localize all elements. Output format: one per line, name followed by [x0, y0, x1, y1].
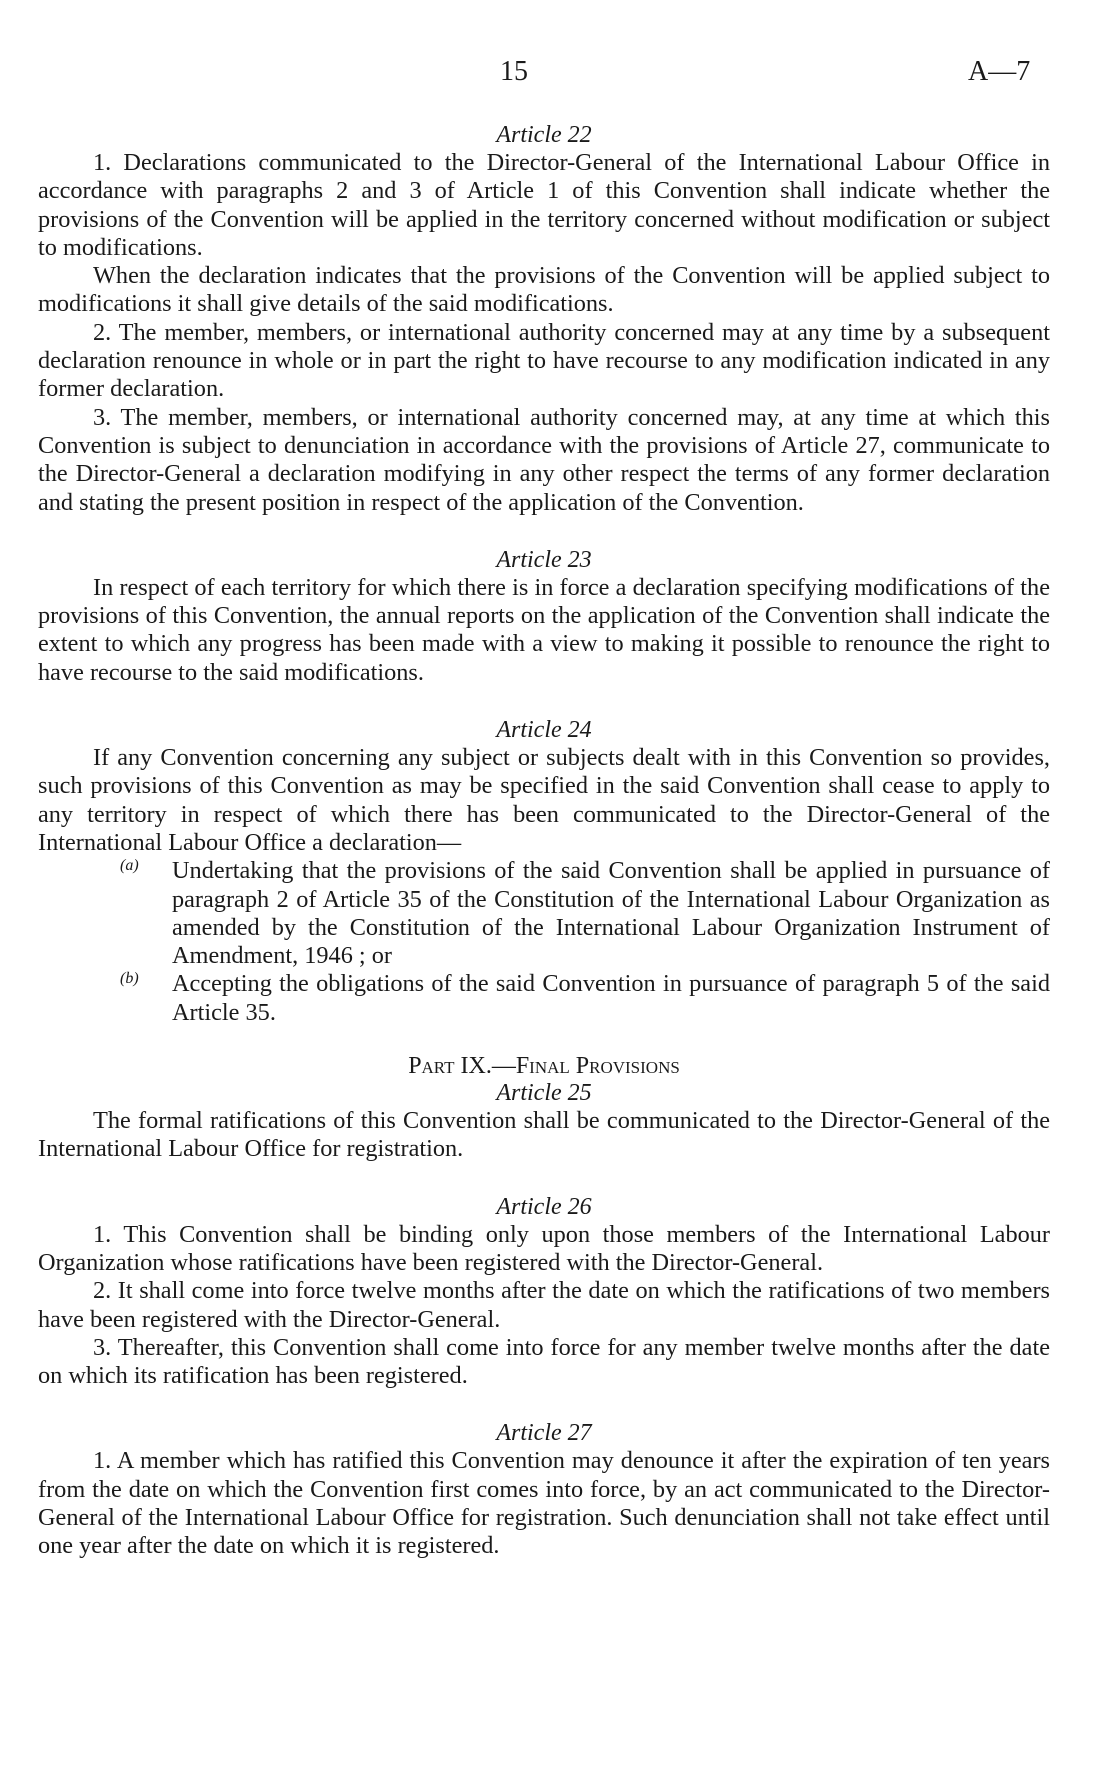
article-22-para-2: When the declaration indicates that the provisions of the Convention will be applied subject to modifications it shall give details of the said modifications.: [38, 262, 1050, 318]
article-23-heading: Article 23: [496, 546, 592, 573]
page-number: 15: [500, 56, 528, 87]
part-9-heading: Part IX.—Final Provisions: [408, 1053, 680, 1080]
article-22-para-4: 3. The member, members, or international authority concerned may, at any time at which this Convention is subject to denunciation in accordance with the provisions of Article 27, communicate to the Director-General a declaration modifying in any other respect the terms of any former declaration and stating the present position in respect of the application of the Convention.: [38, 403, 1050, 516]
document-body: [38, 50, 1050, 1561]
article-27-para-1: 1. A member which has ratified this Convention may denounce it after the expiration of ten years from the date on which the Convention first comes into force, by an act communicated to the Director-General of the International Labour Office for registration. Such denunciation shall not take effect until one year after the date on which it is registered.: [38, 1447, 1050, 1560]
article-24-heading: Article 24: [496, 717, 592, 744]
item-a-label: (a): [120, 857, 139, 875]
page-reference: A—7: [968, 56, 1031, 87]
article-26-para-2: 2. It shall come into force twelve months after the date on which the ratifications of two members have been registered with the Director-General.: [38, 1277, 1050, 1333]
item-a-text: Undertaking that the provisions of the said Convention shall be applied in pursuance of paragraph 2 of Article 35 of the Constitution of the International Labour Organization as amended by the Constitution of the International Labour Organization Instrument of Amendment, 1946 ; or: [172, 857, 1050, 970]
article-24-item-b: [38, 970, 1050, 1027]
article-22-heading: Article 22: [496, 122, 592, 148]
article-25-para-1: The formal ratifications of this Convention shall be communicated to the Director-General of the International Labour Office for registration.: [38, 1107, 1050, 1163]
article-26-heading: Article 26: [496, 1193, 592, 1220]
article-23-para-1: In respect of each territory for which there is in force a declaration specifying modifications of the provisions of this Convention, the annual reports on the application of the Convention shall indicate the extent to which any progress has been made with a view to making it possible to renounce the right to have recourse to the said modifications.: [38, 573, 1050, 686]
article-22-para-1: 1. Declarations communicated to the Director-General of the International Labour Office in accordance with paragraphs 2 and 3 of Article 1 of this Convention shall indicate whether the provisions of the Convention will be applied in the territory concerned without modification or subject to modifications.: [38, 149, 1050, 261]
article-26-para-3: 3. Thereafter, this Convention shall come into force for any member twelve months after the date on which its ratification has been registered.: [38, 1333, 1050, 1390]
item-b-label: (b): [120, 970, 139, 988]
article-26-para-1: 1. This Convention shall be binding only upon those members of the International Labour Organization whose ratifications have been registered with the Director-General.: [38, 1220, 1050, 1276]
article-24-item-a: [38, 857, 1050, 970]
item-b-text: Accepting the obligations of the said Convention in pursuance of paragraph 5 of the said Article 35.: [172, 970, 1050, 1026]
article-24-para-1: If any Convention concerning any subject or subjects dealt with in this Convention so provides, such provisions of this Convention as may be specified in the said Convention shall cease to apply to any territory in respect of which there has been communicated to the Director-General of the International Labour Office a declaration—: [38, 744, 1050, 856]
article-22-para-3: 2. The member, members, or international authority concerned may at any time by a subsequent declaration renounce in whole or in part the right to have recourse to any modification indicated in any former declaration.: [38, 318, 1050, 403]
article-27-heading: Article 27: [496, 1420, 592, 1447]
article-25-heading: Article 25: [496, 1080, 592, 1107]
